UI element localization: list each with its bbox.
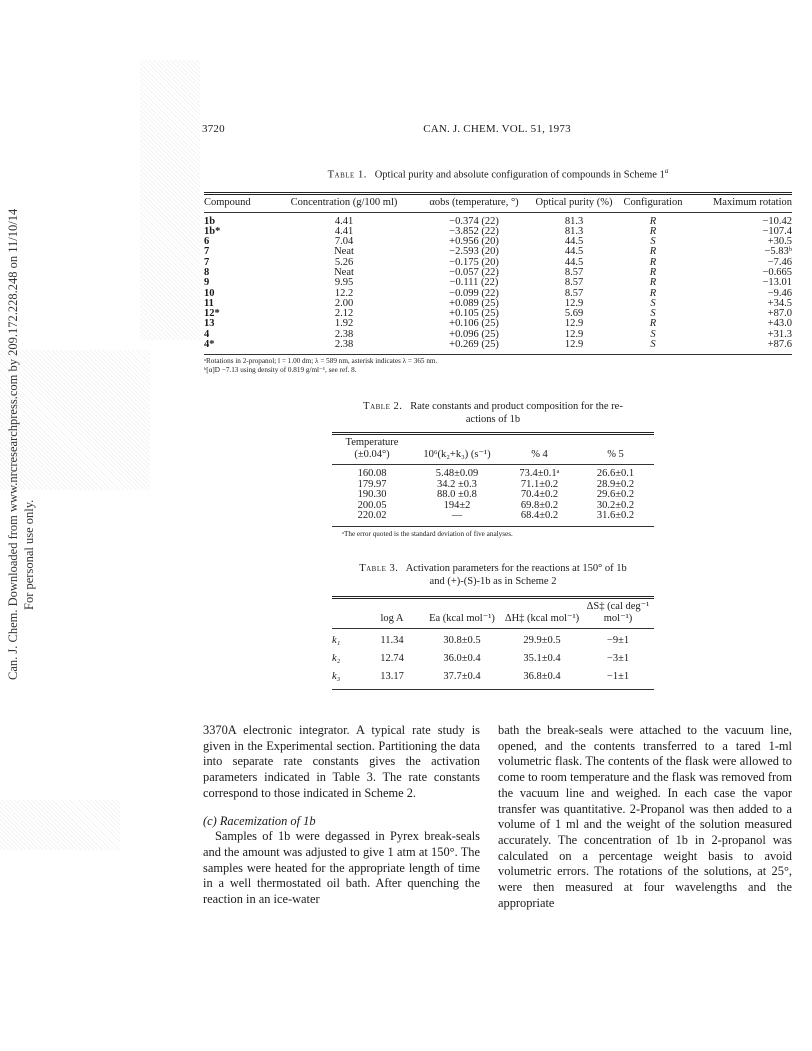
table-cell: −0.175 (20): [449, 256, 499, 268]
table-cell: 44.5: [564, 256, 584, 268]
table-cell: R: [649, 215, 657, 227]
table-cell: 44.5: [564, 246, 584, 258]
table-cell: 5.69: [564, 308, 584, 320]
column-header: % 4: [531, 449, 548, 460]
table-cell: 2.38: [334, 339, 354, 351]
column-header: ΔH‡ (kcal mol⁻¹): [504, 613, 580, 624]
table-cell: 35.1±0.4: [523, 653, 561, 664]
table-cell: S: [650, 328, 656, 340]
scan-artifact: [140, 60, 200, 340]
table-cell: 1b*: [204, 225, 221, 237]
table-3: [332, 562, 654, 690]
table-cell: 88.0 ±0.8: [437, 489, 477, 501]
table-cell: 31.6±0.2: [596, 510, 635, 522]
table-2-grid: [332, 432, 654, 523]
table-cell: 5.48±0.09: [435, 468, 479, 479]
table-cell: S: [650, 297, 656, 309]
table-cell: 30.8±0.5: [443, 635, 481, 646]
table-row: [332, 511, 654, 523]
table-cell: k₂: [332, 653, 341, 664]
scan-artifact: [0, 800, 120, 850]
table-cell: 7.04: [334, 236, 354, 248]
table-row: [332, 465, 654, 480]
column-header: Configuration: [623, 196, 683, 208]
table-cell: 7: [204, 256, 210, 268]
table-row: [204, 212, 792, 227]
table-cell: R: [649, 318, 657, 330]
column-header: % 5: [607, 449, 624, 460]
table-1: [204, 165, 792, 374]
table-cell: 34.2 ±0.3: [437, 478, 477, 490]
table-cell: 81.3: [564, 225, 584, 237]
table-cell: 8: [204, 266, 210, 278]
table-cell: 8.57: [564, 266, 584, 278]
table-cell: 220.02: [357, 510, 387, 522]
table-cell: −107.4: [762, 225, 792, 237]
table-cell: S: [650, 308, 656, 320]
watermark-line-2: For personal use only.: [22, 499, 36, 610]
table-cell: —: [451, 510, 463, 522]
table-cell: 4: [204, 328, 210, 340]
column-header: [332, 598, 362, 629]
table-cell: −5.83ᵇ: [764, 246, 792, 258]
table-cell: 9.95: [334, 277, 354, 289]
table-cell: 4.41: [334, 215, 354, 227]
table-3-grid: [332, 596, 654, 686]
table-2: [332, 400, 654, 538]
table-cell: Neat: [334, 246, 354, 258]
table-3-caption: Table 3. Activation parameters for the reactions at 150° of 1b and (+)-(S)-1b as in Scheme 2: [359, 563, 627, 587]
table-cell: 8.57: [564, 277, 584, 289]
table-cell: R: [649, 256, 657, 268]
table-cell: 2.00: [334, 297, 354, 309]
table-cell: +30.5: [767, 236, 792, 248]
column-header: Ea (kcal mol⁻¹): [429, 613, 495, 624]
table-cell: +0.956 (20): [449, 236, 499, 248]
table-cell: S: [650, 339, 656, 351]
table-1-caption: Table 1. Optical purity and absolute configuration of compounds in Scheme 1$^a$: [327, 167, 669, 181]
table-row: [204, 340, 792, 351]
table-cell: 194±2: [443, 499, 471, 511]
table-cell: 1.92: [334, 318, 354, 330]
table-cell: +43.0: [767, 318, 792, 330]
table-cell: R: [649, 246, 657, 258]
table-cell: +0.269 (25): [449, 339, 499, 351]
table-cell: 36.0±0.4: [443, 653, 481, 664]
table-row: [332, 629, 654, 651]
text-column-right: [498, 723, 792, 911]
table-cell: S: [650, 236, 656, 248]
table-cell: 30.2±0.2: [596, 499, 635, 511]
table-cell: 12.9: [564, 297, 584, 309]
table-cell: 2.38: [334, 328, 354, 340]
table-cell: −7.46: [767, 256, 792, 268]
table-cell: 160.08: [357, 468, 387, 479]
table-cell: 179.97: [357, 478, 387, 490]
table-cell: R: [649, 287, 657, 299]
table-cell: 8.57: [564, 287, 584, 299]
table-cell: −0.374 (22): [449, 215, 499, 227]
column-header: Temperature (±0.04°): [345, 437, 399, 460]
table-cell: 7: [204, 246, 210, 258]
table-cell: 5.26: [334, 256, 354, 268]
column-header: 10⁶(k₂+k₃) (s⁻¹): [423, 449, 491, 460]
table-cell: −9.46: [767, 287, 792, 299]
table-1-body: [204, 212, 792, 351]
table-cell: +31.3: [767, 328, 792, 340]
column-header: Compound: [204, 196, 251, 208]
table-cell: Neat: [334, 266, 354, 278]
table-cell: 70.4±0.2: [520, 489, 559, 501]
table-cell: −0.111 (22): [449, 277, 499, 289]
table-cell: 11: [204, 297, 214, 309]
text-column-left: [203, 723, 480, 908]
table-cell: 190.30: [357, 489, 387, 501]
table-cell: 13: [204, 318, 215, 330]
table-cell: 12*: [204, 308, 220, 320]
table-cell: 29.9±0.5: [523, 635, 561, 646]
table-cell: 2.12: [334, 308, 354, 320]
table-2-body: [332, 465, 654, 523]
download-watermark: [4, 208, 44, 680]
table-cell: −3±1: [606, 653, 630, 664]
paragraph: Samples of 1b were degassed in Pyrex break-seals and the amount was adjusted to give 1 atm at 150°. The samples were heated for the appropriate length of time in a well thermostated oil bath. After quenching the reaction in an ice-water: [203, 829, 480, 907]
table-cell: 12.9: [564, 328, 584, 340]
table-cell: 81.3: [564, 215, 584, 227]
table-cell: +0.089 (25): [449, 297, 499, 309]
table-3-body: [332, 629, 654, 687]
table-cell: 11.34: [380, 635, 404, 646]
table-cell: 26.6±0.1: [596, 468, 635, 479]
table-cell: 29.6±0.2: [596, 489, 635, 501]
column-header: Maximum rotation: [712, 196, 792, 208]
table-cell: 4*: [204, 339, 215, 351]
table-cell: −1±1: [606, 671, 630, 682]
column-header: αobs (temperature, °): [429, 196, 519, 208]
column-header: ΔS‡ (cal deg⁻¹ mol⁻¹): [586, 601, 650, 624]
table-cell: 1b: [204, 215, 216, 227]
table-cell: 36.8±0.4: [523, 671, 561, 682]
table-cell: R: [649, 266, 657, 278]
watermark-line-1: Can. J. Chem. Downloaded from www.nrcresearchpress.com by 209.172.228.248 on 11/10/14: [6, 208, 20, 680]
table-cell: k₃: [332, 671, 341, 682]
table-cell: 28.9±0.2: [596, 478, 635, 490]
table-cell: +87.0: [767, 308, 792, 320]
table-cell: 6: [204, 236, 210, 248]
table-2-caption: Table 2. Rate constants and product composition for the re- actions of 1b: [363, 401, 623, 425]
table-2-footnote: ᵃThe error quoted is the standard deviation of five analyses.: [342, 529, 513, 538]
column-header: Optical purity (%): [535, 196, 613, 208]
table-cell: −0.665: [762, 266, 792, 278]
section-heading: (c) Racemization of 1b: [203, 813, 316, 828]
table-cell: 69.8±0.2: [520, 499, 559, 511]
table-cell: +0.105 (25): [449, 308, 499, 320]
table-cell: −10.42: [762, 215, 792, 227]
table-cell: 12.74: [380, 653, 404, 664]
table-cell: 13.17: [380, 671, 404, 682]
journal-title: CAN. J. CHEM. VOL. 51, 1973: [423, 123, 571, 135]
table-cell: k₁: [332, 635, 341, 646]
column-header: log A: [380, 613, 404, 624]
table-cell: 200.05: [357, 499, 387, 511]
table-cell: 4.41: [334, 225, 354, 237]
table-cell: +34.5: [767, 297, 792, 309]
table-cell: +0.096 (25): [449, 328, 499, 340]
table-cell: 9: [204, 277, 210, 289]
table-cell: 12.9: [564, 318, 584, 330]
table-cell: 37.7±0.4: [443, 671, 481, 682]
table-cell: +0.106 (25): [449, 318, 499, 330]
table-row: [332, 650, 654, 668]
table-cell: −3.852 (22): [449, 225, 499, 237]
column-header: Concentration (g/100 ml): [290, 196, 398, 208]
table-cell: 44.5: [564, 236, 584, 248]
page-number: 3720: [202, 123, 225, 135]
table-cell: 68.4±0.2: [520, 510, 559, 522]
table-cell: −0.099 (22): [449, 287, 499, 299]
table-cell: R: [649, 225, 657, 237]
table-cell: +87.6: [767, 339, 792, 351]
table-cell: R: [649, 277, 657, 289]
table-cell: 12.9: [564, 339, 584, 351]
paragraph: bath the break-seals were attached to the vacuum line, opened, and the contents transferred to a tared 1-ml volumetric flask. The contents of the flask were allowed to come to room temperature and the flask was removed from the vacuum line and weighed. In each case the vapor transfer was quantitative. 2-Propanol was then added to a volume of 1 ml and the weight of the solution measured accurately. The concentration of 1b in 2-propanol was calculated on a percentage weight basis to avoid volumetric errors. The rotations of the solutions, at 25°, were then measured at four wavelengths and the appropriate: [498, 723, 792, 910]
table-cell: 71.1±0.2: [520, 478, 559, 490]
table-1-footnote-a: ᵃRotations in 2-propanol; l = 1.00 dm; λ = 589 nm, asterisk indicates λ = 365 nm.: [204, 357, 438, 366]
table-cell: −0.057 (22): [449, 266, 499, 278]
table-cell: −2.593 (20): [449, 246, 499, 258]
table-1-grid: [204, 192, 792, 352]
table-row: [332, 668, 654, 686]
table-cell: 10: [204, 287, 215, 299]
table-cell: 73.4±0.1ᵃ: [519, 468, 560, 479]
table-cell: −13.01: [762, 277, 792, 289]
table-row: [204, 268, 792, 278]
table-1-footnote-b: ᵇ[α]D −7.13 using density of 0.819 g/ml⁻¹, see ref. 8.: [204, 365, 357, 374]
table-cell: 12.2: [334, 287, 354, 299]
paragraph: 3370A electronic integrator. A typical rate study is given in the Experimental section. Partitioning the data into separate rate constants gives the activation parameters indicated in Table 3. The rate constants correspond to those indicated in Scheme 2.: [203, 723, 480, 800]
table-cell: −9±1: [606, 635, 630, 646]
